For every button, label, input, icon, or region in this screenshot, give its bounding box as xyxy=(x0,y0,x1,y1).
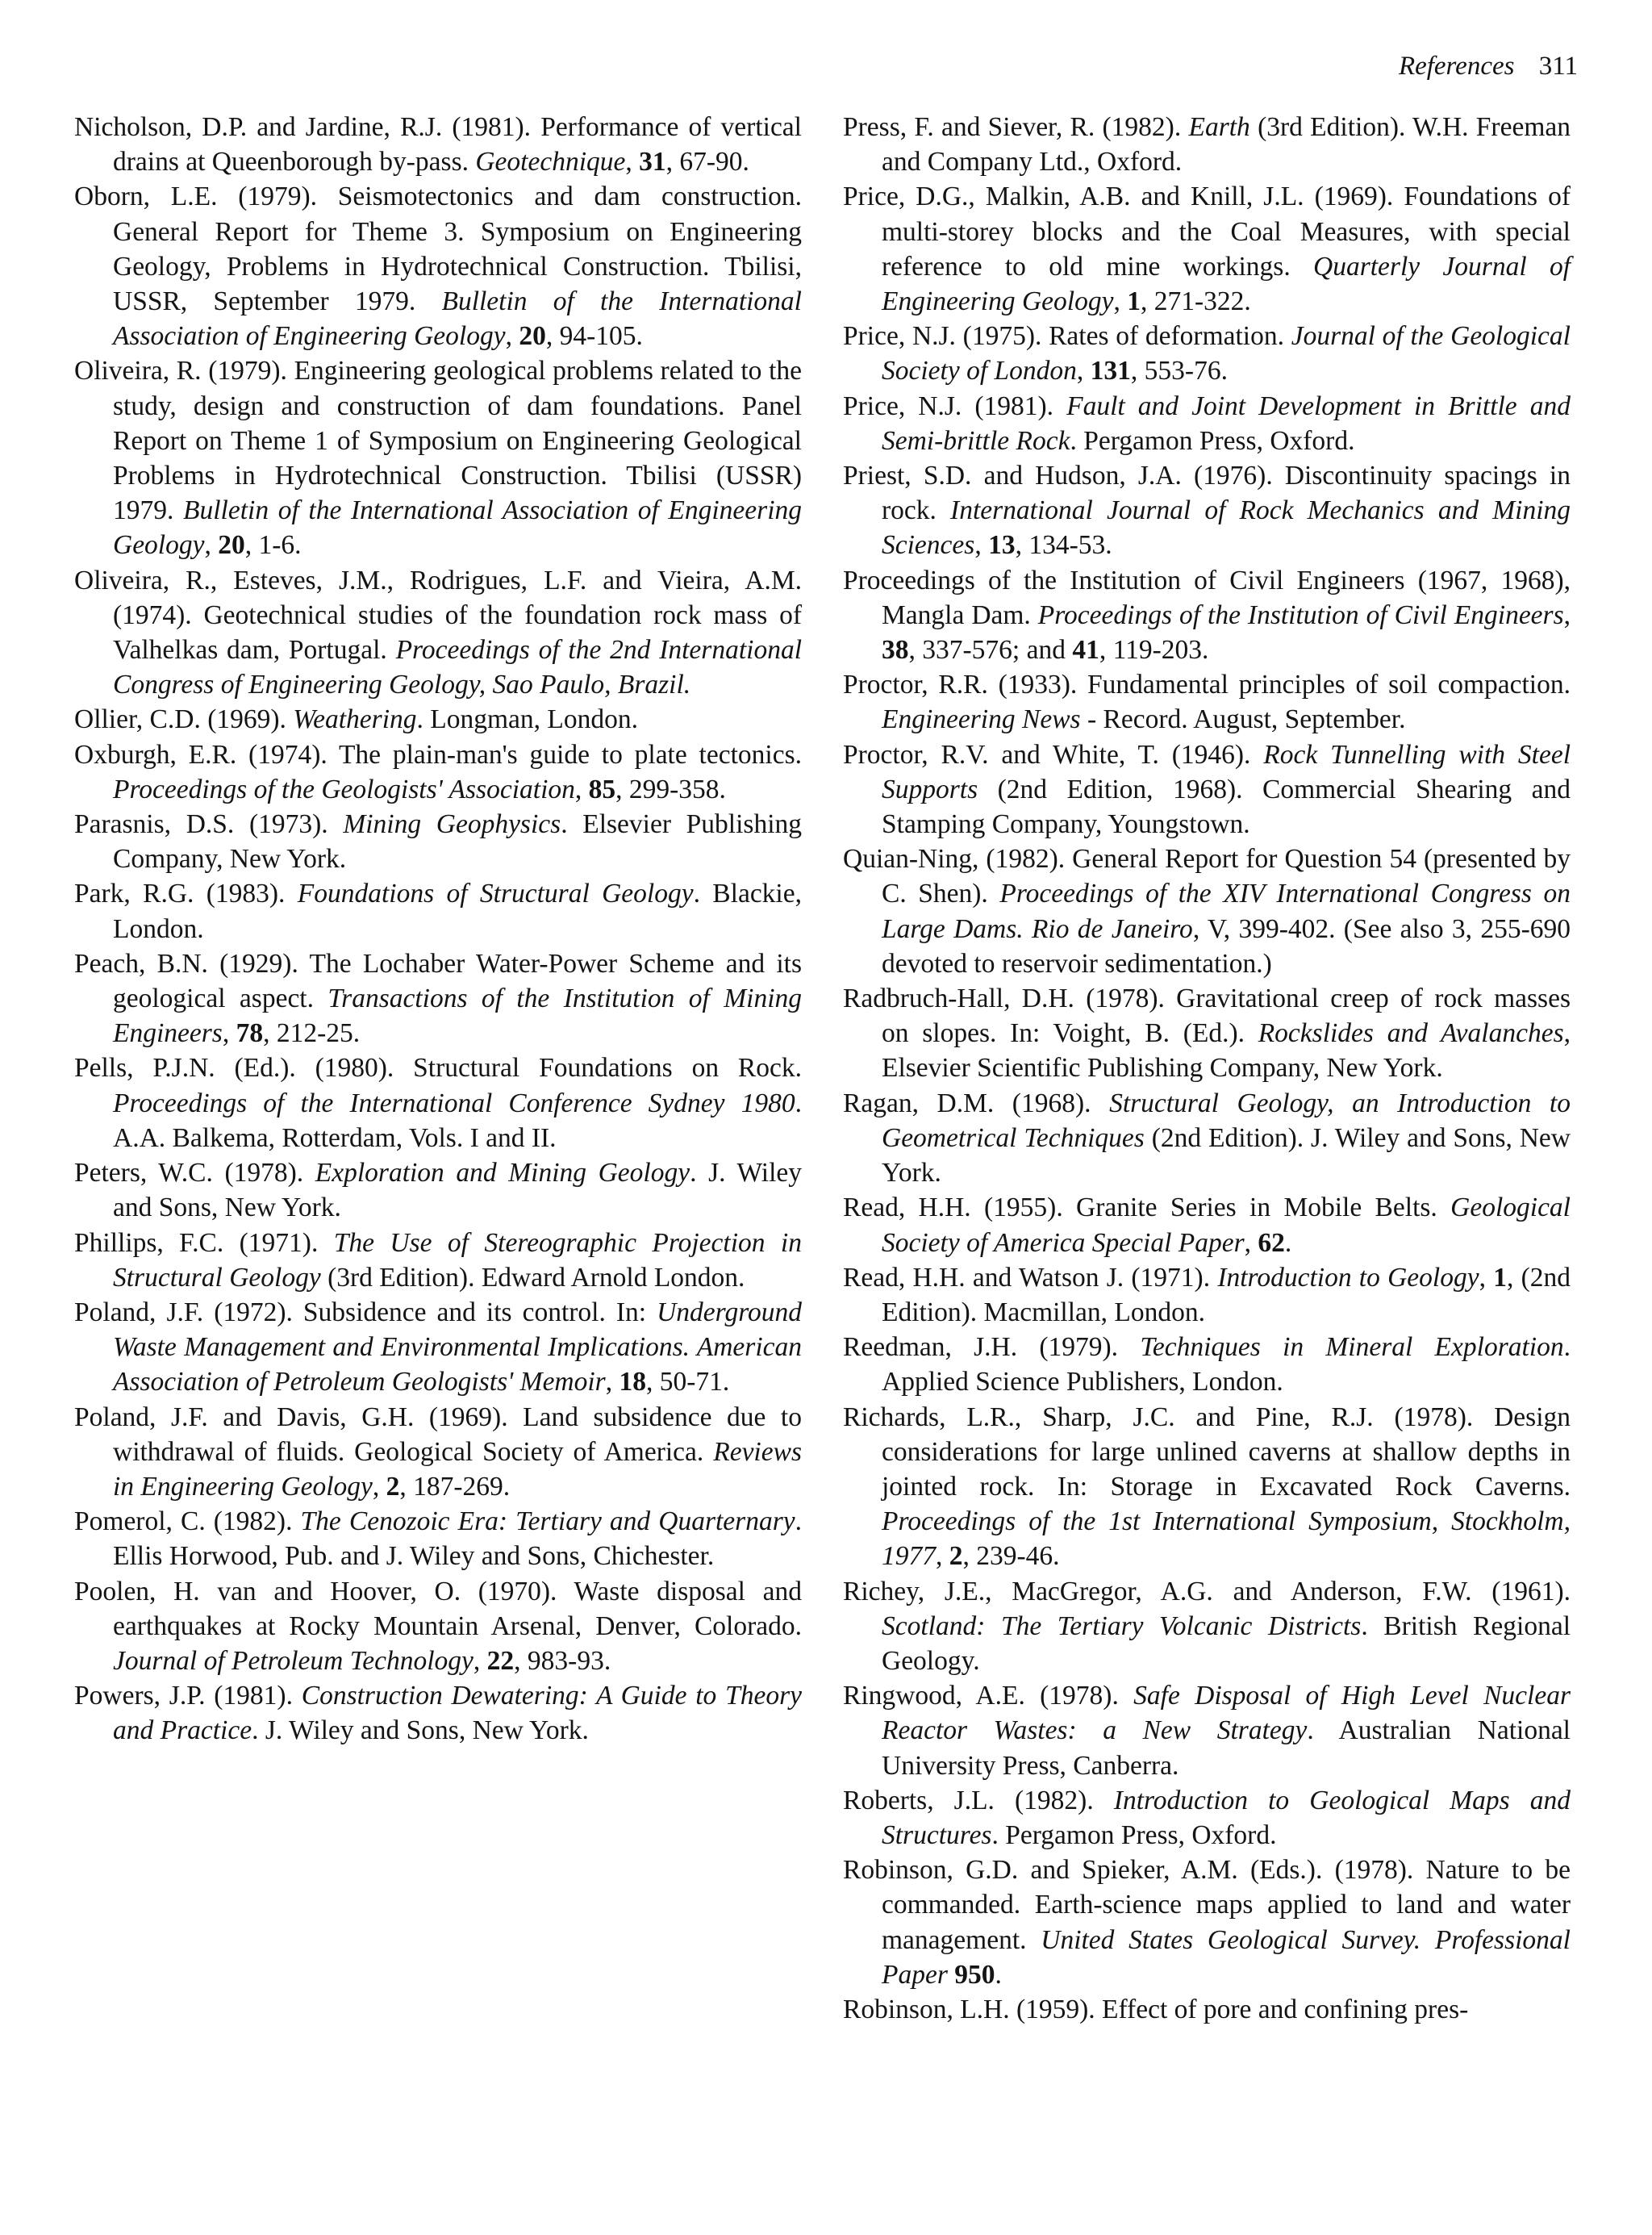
reference-entry-read-1971 xyxy=(843,1260,1571,1330)
reference-title: Geotechnique xyxy=(475,147,626,178)
reference-entry-price-nj-1981 xyxy=(843,389,1571,458)
reference-entry-radbruch-hall xyxy=(843,981,1571,1086)
reference-text: . Australian National University Press, Canberra. xyxy=(882,1715,1571,1781)
reference-text: , xyxy=(574,774,589,804)
reference-entry-proceedings-ice xyxy=(843,563,1571,668)
reference-title: The Use of Stereographic Projection in Structural Geology xyxy=(113,1227,802,1293)
reference-volume: 131 xyxy=(1090,356,1131,386)
page-number: 311 xyxy=(1538,52,1578,81)
reference-title: Underground Waste Management and Environmental Implications. American Association of Petroleum Geologists' Memoir xyxy=(113,1297,802,1397)
reference-text: , xyxy=(372,1471,386,1502)
reference-text: Richey, J.E., MacGregor, A.G. and Anderson, F.W. (1961). xyxy=(843,1576,1571,1606)
reference-text: , 134-53. xyxy=(1015,530,1112,561)
reference-text: Peach, B.N. (1929). The Lochaber Water-Power Scheme and its geological aspect. xyxy=(74,948,802,1014)
reference-text: , 50-71. xyxy=(645,1367,730,1397)
reference-title: Fault and Joint Development in Brittle and Semi-brittle Rock xyxy=(882,391,1571,456)
reference-text: Reedman, J.H. (1979). xyxy=(843,1332,1141,1363)
reference-text: Parasnis, D.S. (1973). xyxy=(74,809,344,840)
reference-title: Earth xyxy=(1188,112,1250,142)
reference-text: , 299-358. xyxy=(615,774,726,804)
reference-text: Peters, W.C. (1978). xyxy=(74,1158,315,1189)
reference-text: . xyxy=(1284,1227,1292,1258)
reference-title: Weathering xyxy=(293,704,417,735)
reference-text: , xyxy=(473,1645,487,1676)
reference-title: Proceedings of the Geologists' Association xyxy=(113,774,575,804)
reference-text: , xyxy=(222,1018,236,1049)
reference-title: Proceedings of the 1st International Symposium, Stockholm, 1977 xyxy=(882,1506,1571,1572)
reference-title: Journal of Petroleum Technology xyxy=(113,1645,473,1676)
reference-text: Robinson, L.H. (1959). Effect of pore and confining pres- xyxy=(843,1994,1469,2024)
reference-text: , xyxy=(1076,356,1091,386)
reference-text: Price, D.G., Malkin, A.B. and Knill, J.L. (1969). Foundations of multi-storey blocks and the Coal Measures, with special reference to old mine workings. xyxy=(843,182,1571,282)
reference-title: Techniques in Mineral Exploration xyxy=(1140,1332,1564,1363)
right-reference-column xyxy=(843,110,1571,2027)
reference-title: Engineering News xyxy=(882,704,1081,735)
reference-title: Proceedings of the Institution of Civil Engineers xyxy=(1037,599,1564,630)
reference-entry-read-1955 xyxy=(843,1190,1571,1260)
reference-text: Proceedings of the Institution of Civil Engineers (1967, 1968), Mangla Dam. xyxy=(843,565,1571,630)
reference-text: Ollier, C.D. (1969). xyxy=(74,704,294,735)
reference-text: , V, 399-402. (See also 3, 255-690 devoted to reservoir sedimentation.) xyxy=(882,913,1571,979)
reference-text: , 119-203. xyxy=(1099,635,1209,666)
reference-text: . Pergamon Press, Oxford. xyxy=(1070,425,1355,456)
reference-title: Quarterly Journal of Engineering Geology xyxy=(882,251,1571,317)
reference-entry-richards xyxy=(843,1400,1571,1574)
reference-text: Press, F. and Siever, R. (1982). xyxy=(843,112,1189,142)
reference-title: Journal of the Geological Society of London xyxy=(882,321,1571,386)
reference-entry-robinson-gd xyxy=(843,1853,1571,1992)
reference-title: United States Geological Survey. Professional Paper xyxy=(882,1924,1571,1990)
reference-title: Foundations of Structural Geology xyxy=(297,879,694,909)
reference-text: Pomerol, C. (1982). xyxy=(74,1506,301,1537)
reference-text: . Ellis Horwood, Pub. and J. Wiley and Sons, Chichester. xyxy=(113,1506,802,1572)
reference-entry-proctor-rr xyxy=(843,667,1571,737)
reference-text: . Blackie, London. xyxy=(113,879,802,944)
reference-text: , xyxy=(1563,599,1571,630)
reference-text: Park, R.G. (1983). xyxy=(74,879,298,909)
reference-entry-oliveira-1974 xyxy=(74,563,802,703)
reference-text: , 1-6. xyxy=(244,530,302,561)
reference-volume: 1 xyxy=(1127,286,1141,317)
reference-entry-proctor-rv xyxy=(843,737,1571,842)
reference-text: . British Regional Geology. xyxy=(882,1610,1571,1676)
reference-text: , xyxy=(936,1541,949,1572)
reference-text: . xyxy=(995,1959,1002,1990)
reference-text: Ragan, D.M. (1968). xyxy=(843,1088,1110,1118)
reference-text: , 271-322. xyxy=(1140,286,1251,317)
reference-text: Price, N.J. (1975). Rates of deformation. xyxy=(843,321,1291,352)
reference-title: International Journal of Rock Mechanics and Mining Sciences xyxy=(882,495,1571,561)
reference-text: , 239-46. xyxy=(962,1541,1060,1572)
reference-entry-press xyxy=(843,110,1571,179)
reference-text: , 67-90. xyxy=(665,147,749,178)
reference-text: Quian-Ning, (1982). General Report for Question 54 (presented by C. Shen). xyxy=(843,844,1571,909)
reference-text: Oborn, L.E. (1979). Seismotectonics and dam construction. General Report for Theme 3. Symposium on Engineering Geology, Problems in Hydrotechnical Construction. Tbilisi, USSR, September 1979. xyxy=(74,182,802,317)
reference-volume: 22 xyxy=(486,1645,515,1676)
reference-entry-robinson-lh xyxy=(843,1992,1571,2027)
reference-title: Geological Society of America Special Paper xyxy=(882,1193,1571,1258)
reference-text: , 187-269. xyxy=(399,1471,511,1502)
reference-volume: 2 xyxy=(386,1471,400,1502)
reference-volume: 1 xyxy=(1493,1262,1507,1293)
reference-entry-peters xyxy=(74,1155,802,1225)
reference-entry-poland-1969 xyxy=(74,1400,802,1505)
reference-entry-quian-ning xyxy=(843,842,1571,981)
reference-entry-pomerol xyxy=(74,1504,802,1573)
reference-text: Pells, P.J.N. (Ed.). (1980). Structural Foundations on Rock. xyxy=(74,1053,802,1084)
reference-text: (2nd Edition). J. Wiley and Sons, New York. xyxy=(882,1122,1571,1189)
reference-text: - Record. August, September. xyxy=(1080,704,1406,735)
reference-entry-ragan xyxy=(843,1086,1571,1191)
reference-text: . J. Wiley and Sons, New York. xyxy=(113,1158,802,1223)
reference-title: Structural Geology, an Introduction to Geometrical Techniques xyxy=(882,1088,1571,1153)
reference-entry-priest xyxy=(843,458,1571,563)
reference-text: . Elsevier Publishing Company, New York. xyxy=(113,809,802,875)
reference-entry-roberts xyxy=(843,1783,1571,1853)
reference-entry-poolen xyxy=(74,1574,802,1679)
reference-text: Roberts, J.L. (1982). xyxy=(843,1785,1114,1815)
reference-text: Richards, L.R., Sharp, J.C. and Pine, R.J. (1978). Design considerations for large unlined caverns at shallow depths in jointed rock. In: Storage in Excavated Rock Caverns. xyxy=(843,1402,1571,1502)
reference-text: , xyxy=(1479,1262,1494,1293)
reference-text: Priest, S.D. and Hudson, J.A. (1976). Discontinuity spacings in rock. xyxy=(843,461,1571,526)
reference-entry-price-nj-1975 xyxy=(843,319,1571,388)
reference-text: Oxburgh, E.R. (1974). The plain-man's guide to plate tectonics. xyxy=(74,739,802,770)
reference-volume: 38 xyxy=(882,635,909,666)
reference-text: , xyxy=(204,530,219,561)
reference-title: Proceedings of the XIV International Congress on Large Dams. Rio de Janeiro xyxy=(882,879,1571,944)
reference-text: . Longman, London. xyxy=(416,704,638,735)
reference-entry-oborn xyxy=(74,179,802,353)
reference-volume: 20 xyxy=(519,321,546,352)
reference-text: , Elsevier Scientific Publishing Company, New York. xyxy=(882,1018,1571,1084)
reference-text: Radbruch-Hall, D.H. (1978). Gravitational creep of rock masses on slopes. In: Voight, B. (Ed.). xyxy=(843,984,1571,1049)
reference-text: Poland, J.F. and Davis, G.H. (1969). Land subsidence due to withdrawal of fluids. Geological Society of America. xyxy=(74,1402,802,1467)
reference-text: . A.A. Balkema, Rotterdam, Vols. I and II. xyxy=(113,1088,802,1153)
reference-volume: 85 xyxy=(588,774,616,804)
reference-text: , 94-105. xyxy=(545,321,643,352)
reference-text: Read, H.H. and Watson J. (1971). xyxy=(843,1262,1218,1293)
reference-title: Introduction to Geology xyxy=(1217,1262,1479,1293)
reference-text: Proctor, R.V. and White, T. (1946). xyxy=(843,739,1264,770)
left-reference-column xyxy=(74,110,802,1748)
reference-volume: 950 xyxy=(954,1959,995,1990)
reference-text: , 983-93. xyxy=(514,1645,611,1676)
reference-volume: 41 xyxy=(1072,635,1099,666)
reference-volume: 31 xyxy=(639,147,666,178)
reference-title: Exploration and Mining Geology xyxy=(315,1158,690,1189)
reference-text: Phillips, F.C. (1971). xyxy=(74,1227,334,1258)
reference-entry-oxburgh xyxy=(74,737,802,807)
reference-entry-richey xyxy=(843,1574,1571,1679)
reference-text: Price, N.J. (1981). xyxy=(843,391,1067,421)
reference-title: Rockslides and Avalanches xyxy=(1258,1018,1564,1049)
reference-title: Proceedings of the International Conference Sydney 1980 xyxy=(113,1088,795,1118)
reference-text: , xyxy=(505,321,519,352)
running-head-title: References xyxy=(1398,52,1515,81)
reference-entry-reedman xyxy=(843,1330,1571,1399)
reference-entry-powers xyxy=(74,1678,802,1748)
reference-entry-price-dg xyxy=(843,179,1571,319)
reference-text: Read, H.H. (1955). Granite Series in Mobile Belts. xyxy=(843,1193,1451,1223)
reference-text: , xyxy=(974,530,989,561)
reference-volume: 2 xyxy=(949,1541,963,1572)
reference-text: Oliveira, R., Esteves, J.M., Rodrigues, L.F. and Vieira, A.M. (1974). Geotechnical studies of the foundation rock mass of Valhelkas dam, Portugal. xyxy=(74,565,802,666)
reference-entry-pells xyxy=(74,1051,802,1155)
reference-entry-ollier xyxy=(74,702,802,737)
reference-text: , xyxy=(1113,286,1128,317)
reference-title: Introduction to Geological Maps and Structures xyxy=(882,1785,1571,1850)
reference-text: , xyxy=(625,147,640,178)
reference-title: Mining Geophysics xyxy=(343,809,561,840)
reference-title: Rock Tunnelling with Steel Supports xyxy=(882,739,1571,804)
reference-text: . Pergamon Press, Oxford. xyxy=(991,1819,1277,1850)
reference-entry-peach xyxy=(74,946,802,1051)
reference-volume: 20 xyxy=(218,530,245,561)
reference-volume: 18 xyxy=(619,1367,646,1397)
reference-text: , xyxy=(605,1367,620,1397)
reference-entry-park xyxy=(74,876,802,946)
reference-title: Bulletin of the International Association of Engineering Geology xyxy=(113,495,803,561)
reference-title: Bulletin of the International Association of Engineering Geology xyxy=(113,286,802,352)
reference-text: , (2nd Edition). Macmillan, London. xyxy=(882,1262,1571,1327)
reference-entry-nicholson xyxy=(74,110,802,179)
reference-text: (3rd Edition). W.H. Freeman and Company Ltd., Oxford. xyxy=(882,112,1571,178)
reference-text: Robinson, G.D. and Spieker, A.M. (Eds.). (1978). Nature to be commanded. Earth-science maps applied to land and water management. xyxy=(843,1855,1571,1955)
reference-text xyxy=(948,1960,954,1990)
reference-volume: 62 xyxy=(1258,1227,1285,1258)
reference-volume: 78 xyxy=(236,1018,264,1049)
reference-title: Proceedings of the 2nd International Congress of Engineering Geology, Sao Paulo, Brazil. xyxy=(113,635,802,700)
reference-text: Poland, J.F. (1972). Subsidence and its control. In: xyxy=(74,1297,657,1327)
reference-text: Nicholson, D.P. and Jardine, R.J. (1981). Performance of vertical drains at Queenborough by-pass. xyxy=(74,112,802,178)
reference-text: Powers, J.P. (1981). xyxy=(74,1681,302,1711)
reference-entry-ringwood xyxy=(843,1678,1571,1783)
reference-volume: 13 xyxy=(988,530,1016,561)
reference-entry-phillips xyxy=(74,1226,802,1295)
reference-text: Proctor, R.R. (1933). Fundamental principles of soil compaction. xyxy=(843,670,1571,700)
reference-title: Reviews in Engineering Geology xyxy=(113,1436,802,1502)
reference-text: , 553-76. xyxy=(1130,356,1228,386)
reference-title: Scotland: The Tertiary Volcanic Districts xyxy=(882,1610,1362,1641)
reference-text: , 337-576; and xyxy=(908,635,1073,666)
reference-entry-parasnis xyxy=(74,807,802,876)
reference-text: , 212-25. xyxy=(263,1018,361,1049)
reference-text: Oliveira, R. (1979). Engineering geological problems related to the study, design and construction of dam foundations. Panel Report on Theme 1 of Symposium on Engineering Geological Problems in Hydrotechnical Construction. Tbilisi (USSR) 1979. xyxy=(74,356,802,526)
reference-title: Safe Disposal of High Level Nuclear Reactor Wastes: a New Strategy xyxy=(882,1681,1571,1746)
reference-entry-poland-1972 xyxy=(74,1295,802,1400)
reference-title: Transactions of the Institution of Mining Engineers xyxy=(113,984,803,1049)
reference-text: Ringwood, A.E. (1978). xyxy=(843,1681,1134,1711)
reference-text: (2nd Edition, 1968). Commercial Shearing and Stamping Company, Youngstown. xyxy=(882,774,1571,840)
reference-title: Construction Dewatering: A Guide to Theory and Practice xyxy=(113,1681,802,1746)
reference-text: (3rd Edition). Edward Arnold London. xyxy=(320,1262,745,1293)
reference-text: , xyxy=(1244,1227,1258,1258)
running-head xyxy=(1399,50,1578,82)
reference-text: Poolen, H. van and Hoover, O. (1970). Waste disposal and earthquakes at Rocky Mountain Arsenal, Denver, Colorado. xyxy=(74,1576,802,1641)
reference-text: . J. Wiley and Sons, New York. xyxy=(252,1715,589,1746)
reference-entry-oliveira-1979 xyxy=(74,353,802,562)
reference-title: The Cenozoic Era: Tertiary and Quarternary xyxy=(300,1506,795,1537)
reference-text: . Applied Science Publishers, London. xyxy=(882,1332,1571,1397)
